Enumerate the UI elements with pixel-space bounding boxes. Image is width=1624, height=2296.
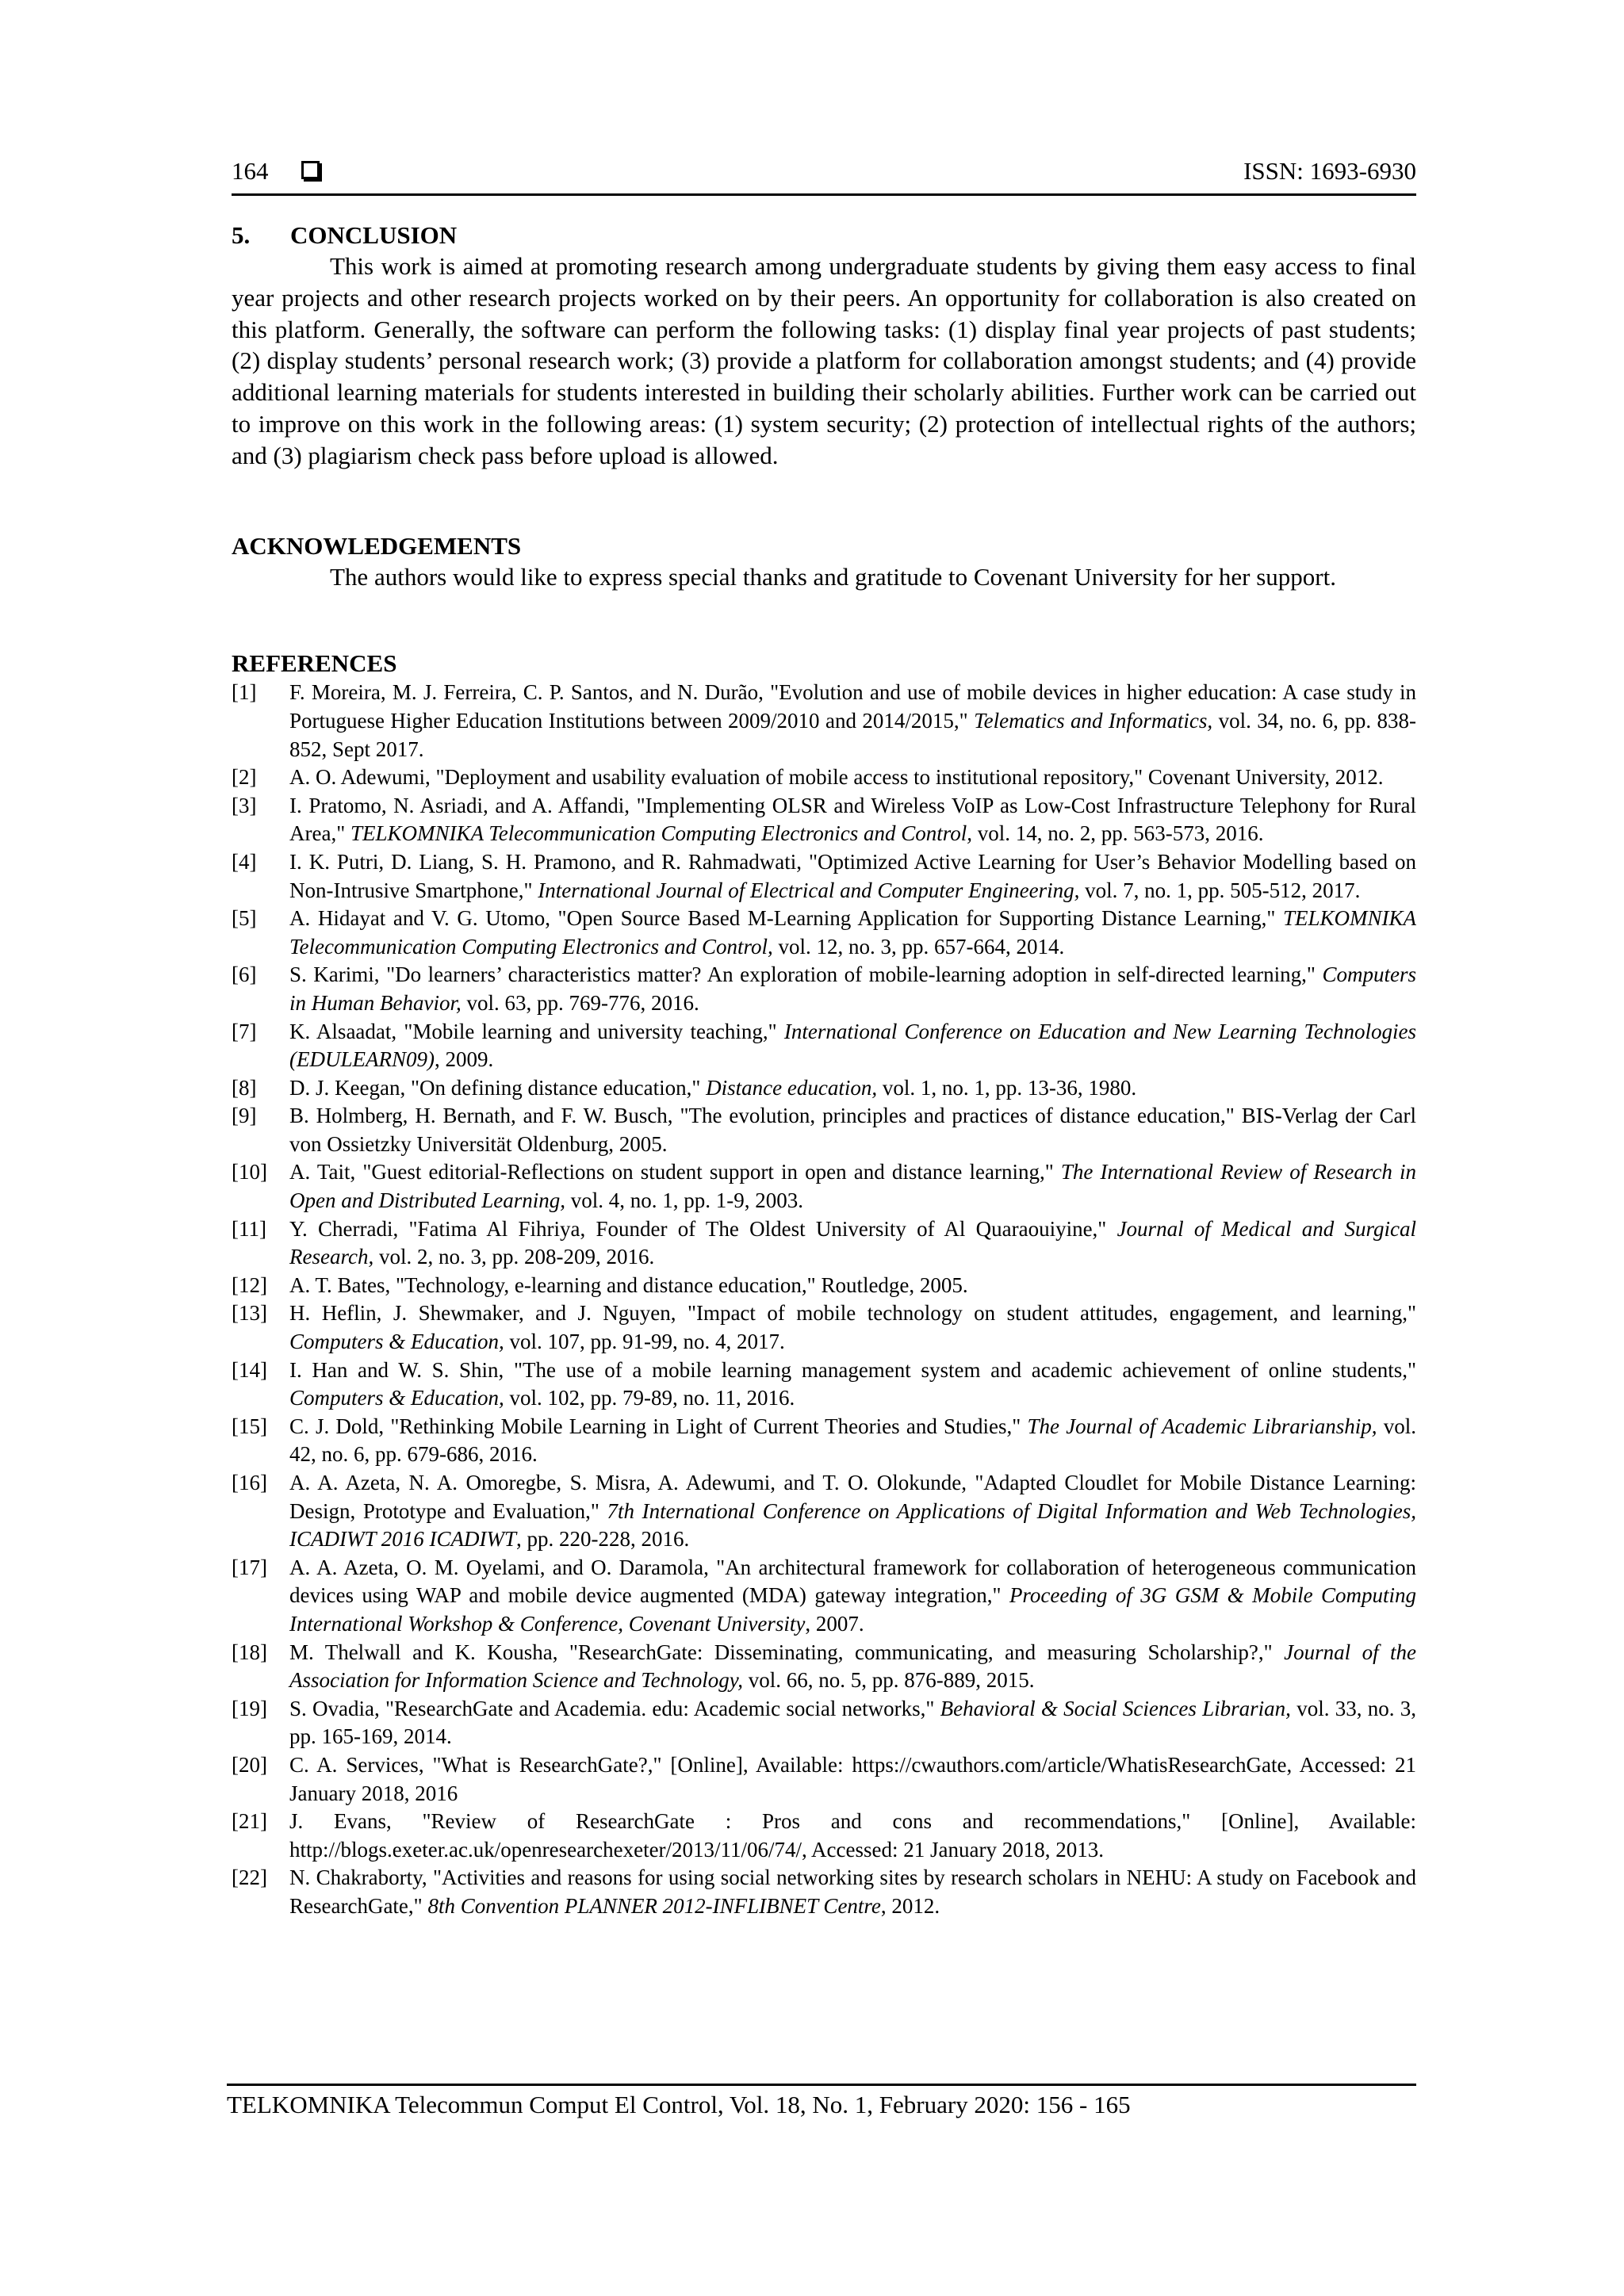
section-number: 5. <box>232 221 251 249</box>
reference-text <box>289 1160 1416 1212</box>
reference-body: S. Karimi, "Do learners’ characteristics matter? An exploration of mobile-learning adoption in self-directed learning," <box>289 962 1323 987</box>
reference-venue: Journal of the Association for Information Science and Technology, <box>289 1640 1417 1693</box>
reference-text <box>289 680 1416 760</box>
reference-item <box>232 1074 1416 1103</box>
reference-text <box>289 1273 968 1297</box>
reference-item <box>232 1018 1416 1074</box>
checkbox-square-icon <box>301 161 320 179</box>
issn-label: ISSN: 1693-6930 <box>1243 157 1416 185</box>
reference-item <box>232 679 1416 763</box>
reference-number: [3] <box>232 793 257 817</box>
reference-number: [10] <box>232 1160 267 1184</box>
reference-item <box>232 1272 1416 1300</box>
reference-text <box>289 962 1416 1015</box>
reference-venue: 8th Convention PLANNER 2012-INFLIBNET Centre <box>427 1893 881 1918</box>
footer-citation: TELKOMNIKA Telecommun Comput El Control, Vol. 18, No. 1, February 2020: 156 - 165 <box>227 2091 1131 2118</box>
reference-number: [2] <box>232 765 257 790</box>
reference-venue: 7th International Conference on Applications of Digital Information and Web Technologies, ICADIWT 2016 ICADIWT <box>289 1498 1416 1552</box>
reference-body: M. Thelwall and K. Kousha, "ResearchGate: Disseminating, communicating, and measuring Scholarship?," <box>289 1640 1285 1664</box>
reference-number: [8] <box>232 1075 257 1100</box>
reference-details: , 2009. <box>434 1047 494 1072</box>
reference-body: A. Tait, "Guest editorial-Reflections on student support in open and distance learning," <box>289 1160 1061 1184</box>
reference-item <box>232 1215 1416 1272</box>
reference-body: Y. Cherradi, "Fatima Al Fihriya, Founder of The Oldest University of Al Quaraouiyine," <box>289 1216 1117 1241</box>
reference-number: [5] <box>232 906 257 931</box>
reference-number: [17] <box>232 1555 267 1579</box>
acknowledgements-heading: ACKNOWLEDGEMENTS <box>232 531 522 560</box>
reference-number: [9] <box>232 1104 257 1128</box>
section-heading-conclusion <box>232 220 1416 251</box>
reference-venue: Proceeding of 3G GSM & Mobile Computing International Workshop & Conference, Covenant University <box>289 1583 1416 1636</box>
reference-text <box>289 1753 1416 1805</box>
reference-list <box>232 679 1416 1920</box>
reference-details: vol. 107, pp. 91-99, no. 4, 2017. <box>504 1330 785 1354</box>
header-divider <box>232 193 1416 196</box>
reference-item <box>232 1554 1416 1639</box>
reference-number: [22] <box>232 1866 267 1890</box>
page-footer <box>227 2084 1416 2121</box>
reference-venue: International Journal of Electrical and Computer Engineering, <box>538 878 1080 902</box>
reference-text <box>289 1471 1416 1551</box>
reference-item <box>232 961 1416 1017</box>
reference-details: vol. 102, pp. 79-89, no. 11, 2016. <box>504 1386 795 1410</box>
reference-details: vol. 63, pp. 769-776, 2016. <box>461 990 699 1015</box>
acknowledgements-paragraph: The authors would like to express special thanks and gratitude to Covenant University for her support. <box>330 562 1336 591</box>
reference-item <box>232 763 1416 792</box>
reference-venue: Behavioral & Social Sciences Librarian, <box>940 1696 1291 1720</box>
reference-venue: Journal of Medical and Surgical Research, <box>289 1216 1416 1269</box>
reference-venue: International Conference on Education and New Learning Technologies (EDULEARN09) <box>289 1019 1416 1072</box>
reference-venue: The Journal of Academic Librarianship, <box>1027 1414 1377 1438</box>
reference-number: [15] <box>232 1414 267 1438</box>
reference-text <box>289 1217 1416 1269</box>
reference-text <box>289 1020 1416 1072</box>
reference-item <box>232 1469 1416 1554</box>
reference-details: vol. 4, no. 1, pp. 1-9, 2003. <box>565 1188 803 1213</box>
reference-body: C. A. Services, "What is ResearchGate?," [Online], Available: https://cwauthors.com/article/WhatisResearchGate, Accessed: 21 January 2018, 2016 <box>289 1752 1416 1805</box>
reference-item <box>232 1751 1416 1808</box>
reference-text <box>289 1866 1416 1918</box>
page-header <box>232 155 1416 193</box>
reference-item <box>232 1413 1416 1469</box>
footer-divider <box>227 2084 1416 2086</box>
reference-body: N. Chakraborty, "Activities and reasons for using social networking sites by research scholars in NEHU: A study on Facebook and ResearchGate," <box>289 1866 1416 1918</box>
reference-item <box>232 1864 1416 1920</box>
reference-item <box>232 1357 1416 1413</box>
reference-venue: Computers & Education, <box>289 1330 504 1354</box>
reference-number: [13] <box>232 1301 267 1326</box>
reference-body: J. Evans, "Review of ResearchGate : Pros and cons and recommendations," [Online], Available: http://blogs.exeter.ac.uk/openresearchexeter/2013/11/06/74/, Accessed: 21 January 2018, 2013. <box>289 1809 1416 1862</box>
reference-body: I. Pratomo, N. Asriadi, and A. Affandi, "Implementing OLSR and Wireless VoIP as Low-Cost Infrastructure Telephony for Rural Area," <box>289 793 1416 846</box>
reference-item <box>232 905 1416 961</box>
reference-number: [6] <box>232 962 257 987</box>
reference-body: I. K. Putri, D. Liang, S. H. Pramono, and R. Rahmadwati, "Optimized Active Learning for User’s Behavior Modelling based on Non-Intrusive Smartphone," <box>289 849 1416 902</box>
reference-details: vol. 42, no. 6, pp. 679-686, 2016. <box>289 1414 1416 1467</box>
reference-venue: TELKOMNIKA Telecommunication Computing Electronics and Control, <box>289 906 1416 959</box>
reference-venue: Telematics and Informatics, <box>974 708 1213 733</box>
reference-venue: TELKOMNIKA Telecommunication Computing Electronics and Control, <box>350 821 972 846</box>
reference-text <box>289 850 1416 902</box>
reference-body: A. Hidayat and V. G. Utomo, "Open Source Based M-Learning Application for Supporting Distance Learning," <box>289 906 1283 931</box>
reference-venue: Computers in Human Behavior, <box>289 962 1416 1015</box>
reference-body: K. Alsaadat, "Mobile learning and university teaching," <box>289 1019 784 1043</box>
reference-details: , 2012. <box>880 1893 940 1918</box>
reference-body: C. J. Dold, "Rethinking Mobile Learning in Light of Current Theories and Studies," <box>289 1414 1028 1438</box>
reference-venue: Distance education, <box>706 1075 878 1100</box>
reference-text <box>289 1556 1416 1636</box>
reference-text <box>289 1697 1416 1749</box>
reference-text <box>289 1640 1416 1693</box>
reference-body: A. O. Adewumi, "Deployment and usability evaluation of mobile access to institutional repository," Covenant University, 2012. <box>289 765 1384 790</box>
reference-number: [14] <box>232 1357 267 1382</box>
reference-body: H. Heflin, J. Shewmaker, and J. Nguyen, "Impact of mobile technology on student attitudes, engagement, and learning," <box>289 1301 1416 1326</box>
reference-text <box>289 794 1416 846</box>
page-number: 164 <box>232 157 269 185</box>
reference-number: [18] <box>232 1640 267 1664</box>
reference-details: vol. 14, no. 2, pp. 563-573, 2016. <box>972 821 1264 846</box>
reference-details: vol. 7, no. 1, pp. 505-512, 2017. <box>1079 878 1361 902</box>
reference-item <box>232 848 1416 905</box>
reference-item <box>232 1299 1416 1356</box>
reference-venue: Computers & Education, <box>289 1386 504 1410</box>
reference-text <box>289 1104 1416 1156</box>
reference-item <box>232 1102 1416 1158</box>
reference-text <box>289 1358 1416 1410</box>
reference-body: I. Han and W. S. Shin, "The use of a mobile learning management system and academic achievement of online students," <box>289 1357 1416 1382</box>
reference-details: vol. 34, no. 6, pp. 838-852, Sept 2017. <box>289 708 1416 761</box>
reference-number: [11] <box>232 1216 266 1241</box>
reference-text <box>289 1809 1416 1862</box>
reference-details: , pp. 220-228, 2016. <box>516 1527 690 1552</box>
reference-number: [1] <box>232 680 257 705</box>
reference-body: F. Moreira, M. J. Ferreira, C. P. Santos, and N. Durão, "Evolution and use of mobile devices in higher education: A case study in Portuguese Higher Education Institutions between 2009/2010 and 2014/2015," <box>289 680 1416 733</box>
reference-number: [19] <box>232 1696 267 1720</box>
reference-number: [4] <box>232 849 257 874</box>
reference-text <box>289 906 1416 959</box>
reference-text <box>289 765 1384 789</box>
reference-body: S. Ovadia, "ResearchGate and Academia. edu: Academic social networks," <box>289 1696 940 1720</box>
reference-number: [16] <box>232 1471 267 1494</box>
reference-details: vol. 12, no. 3, pp. 657-664, 2014. <box>772 934 1065 959</box>
reference-body: A. T. Bates, "Technology, e-learning and distance education," Routledge, 2005. <box>289 1272 968 1297</box>
reference-text <box>289 1076 1136 1100</box>
reference-item <box>232 1808 1416 1864</box>
page-content <box>232 155 1416 1921</box>
reference-number: [20] <box>232 1752 267 1777</box>
reference-details: vol. 1, no. 1, pp. 13-36, 1980. <box>877 1075 1137 1100</box>
reference-item <box>232 1158 1416 1215</box>
section-title: CONCLUSION <box>290 221 458 249</box>
reference-details: , 2007. <box>805 1611 864 1636</box>
reference-number: [21] <box>232 1809 267 1834</box>
reference-details: vol. 2, no. 3, pp. 208-209, 2016. <box>373 1245 655 1269</box>
reference-details: vol. 66, no. 5, pp. 876-889, 2015. <box>742 1668 1035 1693</box>
conclusion-paragraph: This work is aimed at promoting research among undergraduate students by giving them easy access to final year projects and other research projects worked on by their peers. An opportunity for collaboration is also created on this platform. Generally, the software can perform the following tasks: (1) display final year projects of past students; (2) display students’ personal research work; (3) provide a platform for collaboration amongst students; and (4) provide additional learning materials for students interested in building their scholarly abilities. Further work can be carried out to improve on this work in the following areas: (1) system security; (2) protection of intellectual rights of the authors; and (3) plagiarism check pass before upload is allowed. <box>232 252 1416 469</box>
reference-body: D. J. Keegan, "On defining distance education," <box>289 1075 707 1100</box>
references-heading: REFERENCES <box>232 649 397 678</box>
reference-body: A. A. Azeta, O. M. Oyelami, and O. Daramola, "An architectural framework for collaboration of heterogeneous communication devices using WAP and mobile device augmented (MDA) gateway integration," <box>289 1555 1416 1608</box>
reference-text <box>289 1414 1416 1467</box>
reference-venue: The International Review of Research in Open and Distributed Learning, <box>289 1160 1416 1213</box>
reference-text <box>289 1301 1416 1353</box>
reference-item <box>232 792 1416 848</box>
reference-body: B. Holmberg, H. Bernath, and F. W. Busch, "The evolution, principles and practices of distance education," BIS-Verlag der Carl von Ossietzky Universität Oldenburg, 2005. <box>289 1104 1416 1156</box>
reference-item <box>232 1639 1416 1695</box>
reference-number: [12] <box>232 1272 267 1297</box>
reference-item <box>232 1695 1416 1751</box>
reference-number: [7] <box>232 1019 257 1043</box>
reference-body: A. A. Azeta, N. A. Omoregbe, S. Misra, A. Adewumi, and T. O. Olokunde, "Adapted Cloudlet for Mobile Distance Learning: Design, Prototype and Evaluation," <box>289 1471 1416 1523</box>
reference-details: vol. 33, no. 3, pp. 165-169, 2014. <box>289 1696 1417 1749</box>
